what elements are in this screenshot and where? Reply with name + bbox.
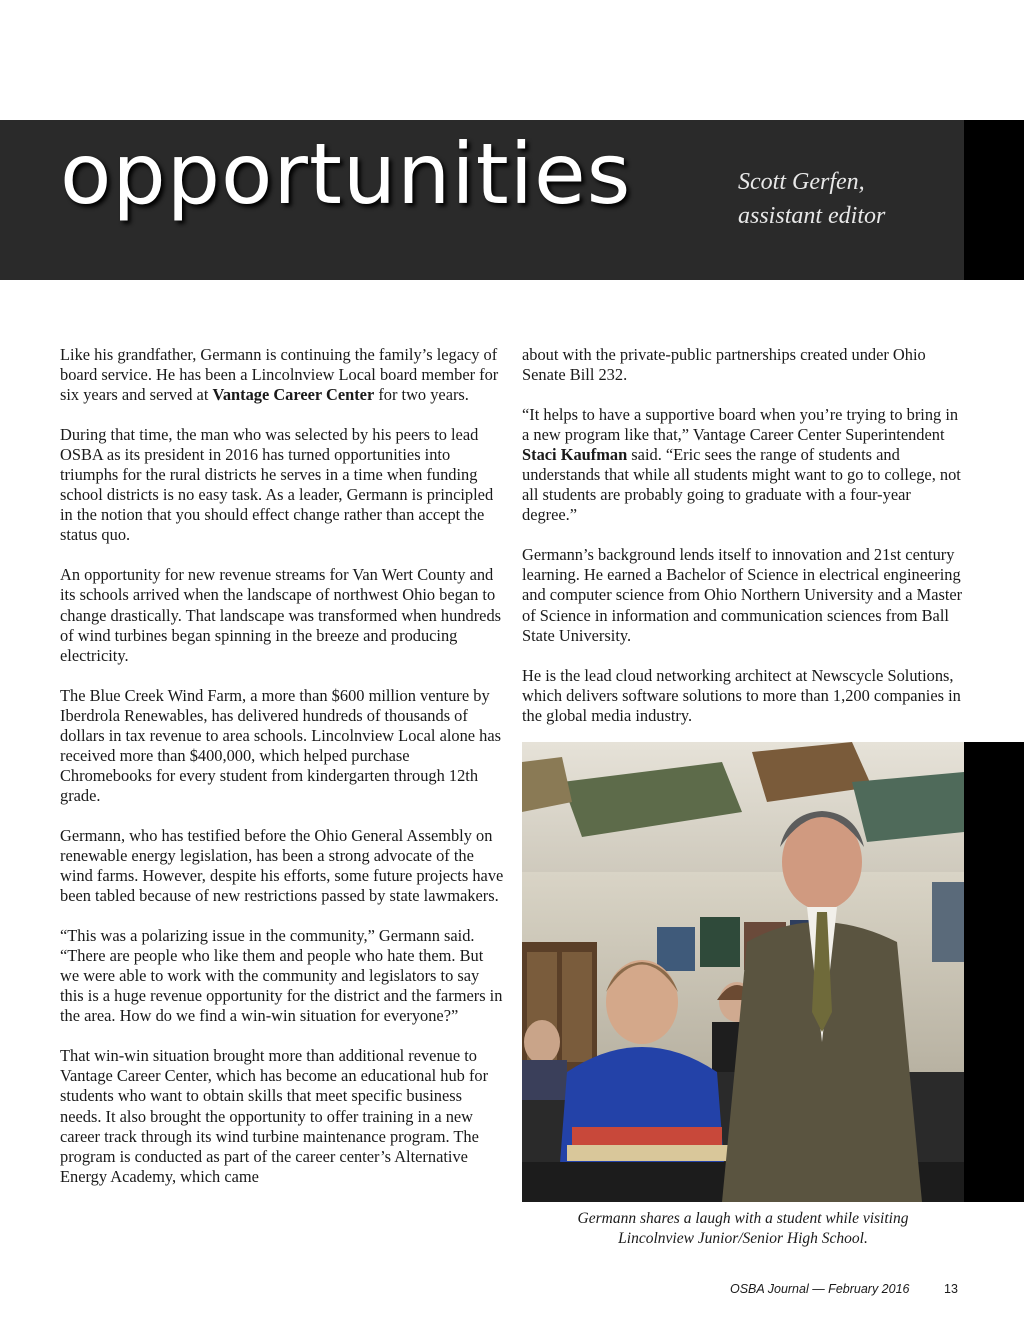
byline-name: Scott Gerfen, <box>738 169 865 195</box>
right-paragraph-4: He is the lead cloud networking architect at Newscycle Solutions, which delivers software solutions to more than 1,200 companies in the global media industry. <box>522 665 961 725</box>
page-title: opportunities <box>60 125 632 223</box>
right-paragraph-1: about with the private-public partnerships created under Ohio Senate Bill 232. <box>522 345 926 385</box>
right-paragraph-3: Germann’s background lends itself to innovation and 21st century learning. He earned a Bachelor of Science in electrical engineering and computer science from Ohio Northern University and a Master of Science in information and communication sciences from Ball State University. <box>522 545 963 645</box>
bold-name: Vantage Career Center <box>212 385 375 405</box>
left-paragraph-3: An opportunity for new revenue streams for Van Wert County and its schools arrived when the landscape of northwest Ohio began to change drastically. That landscape was transformed when hundreds of wind turbines began spinning in the breeze and producing electricity. <box>60 565 502 665</box>
byline <box>738 165 885 233</box>
caption-line-1: Germann shares a laugh with a student while visiting <box>577 1210 909 1227</box>
byline-role: assistant editor <box>738 203 886 229</box>
paragraph-text: for two years. <box>374 385 469 405</box>
left-column <box>60 345 504 1207</box>
classroom-photo-illustration <box>522 742 964 1202</box>
paragraph-text: “It helps to have a supportive board when you’re trying to bring in a new program like that,” Vantage Career Center Superintendent <box>522 405 959 445</box>
left-paragraph-2: During that time, the man who was selected by his peers to lead OSBA as its president in 2016 has turned opportunities into triumphs for the rural districts he serves in a time when funding school districts is no easy task. As a leader, Germann is principled in the notion that you should effect change rather than accept the status quo. <box>60 425 494 545</box>
paragraph-text: Like his grandfather, Germann is continuing the family’s legacy of board service. He has been a Lincolnview Local board member for six years and served at <box>60 345 499 405</box>
paragraph-text: said. “Eric sees the range of students and understands that while all students might want to go to college, not all students are probably going to graduate with a four-year degree.” <box>522 445 961 525</box>
photo-edge-bar <box>964 742 1024 1202</box>
page-number: 13 <box>944 1282 958 1296</box>
left-paragraph-7: That win-win situation brought more than additional revenue to Vantage Career Center, which has become an educational hub for students who want to obtain skills that meet specific business needs. It also brought the opportunity to offer training in a new career track through its wind turbine maintenance program. The program is conducted as part of the career center’s Alternative Energy Academy, which came <box>60 1046 489 1186</box>
left-paragraph-6: “This was a polarizing issue in the community,” Germann said. “There are people who like them and people who hate them. But we were able to work with the community and legislators to say this is a huge revenue opportunity for the district and the farmers in the area. How do we find a win-win situation for everyone?” <box>60 926 503 1026</box>
footer-publication: OSBA Journal — February 2016 <box>730 1282 910 1296</box>
left-paragraph-5: Germann, who has testified before the Ohio General Assembly on renewable energy legislation, has been a strong advocate of the wind farms. However, despite his efforts, some future projects have been tabled because of new restrictions passed by state lawmakers. <box>60 825 504 906</box>
bold-name: Staci Kaufman <box>522 445 628 465</box>
right-paragraph-2 <box>522 405 964 525</box>
classroom-photo <box>522 742 964 1202</box>
right-column <box>522 345 964 746</box>
left-paragraph-4: The Blue Creek Wind Farm, a more than $600 million venture by Iberdrola Renewables, has delivered hundreds of thousands of dollars in tax revenue to area schools. Lincolnview Local alone has received more than $400,000, which helped purchase Chromebooks for every student from kindergarten through 12th grade. <box>60 685 502 805</box>
header-banner-edge <box>964 120 1024 280</box>
photo-caption <box>522 1209 964 1249</box>
caption-line-2: Lincolnview Junior/Senior High School. <box>618 1230 868 1247</box>
left-paragraph-1 <box>60 345 504 405</box>
